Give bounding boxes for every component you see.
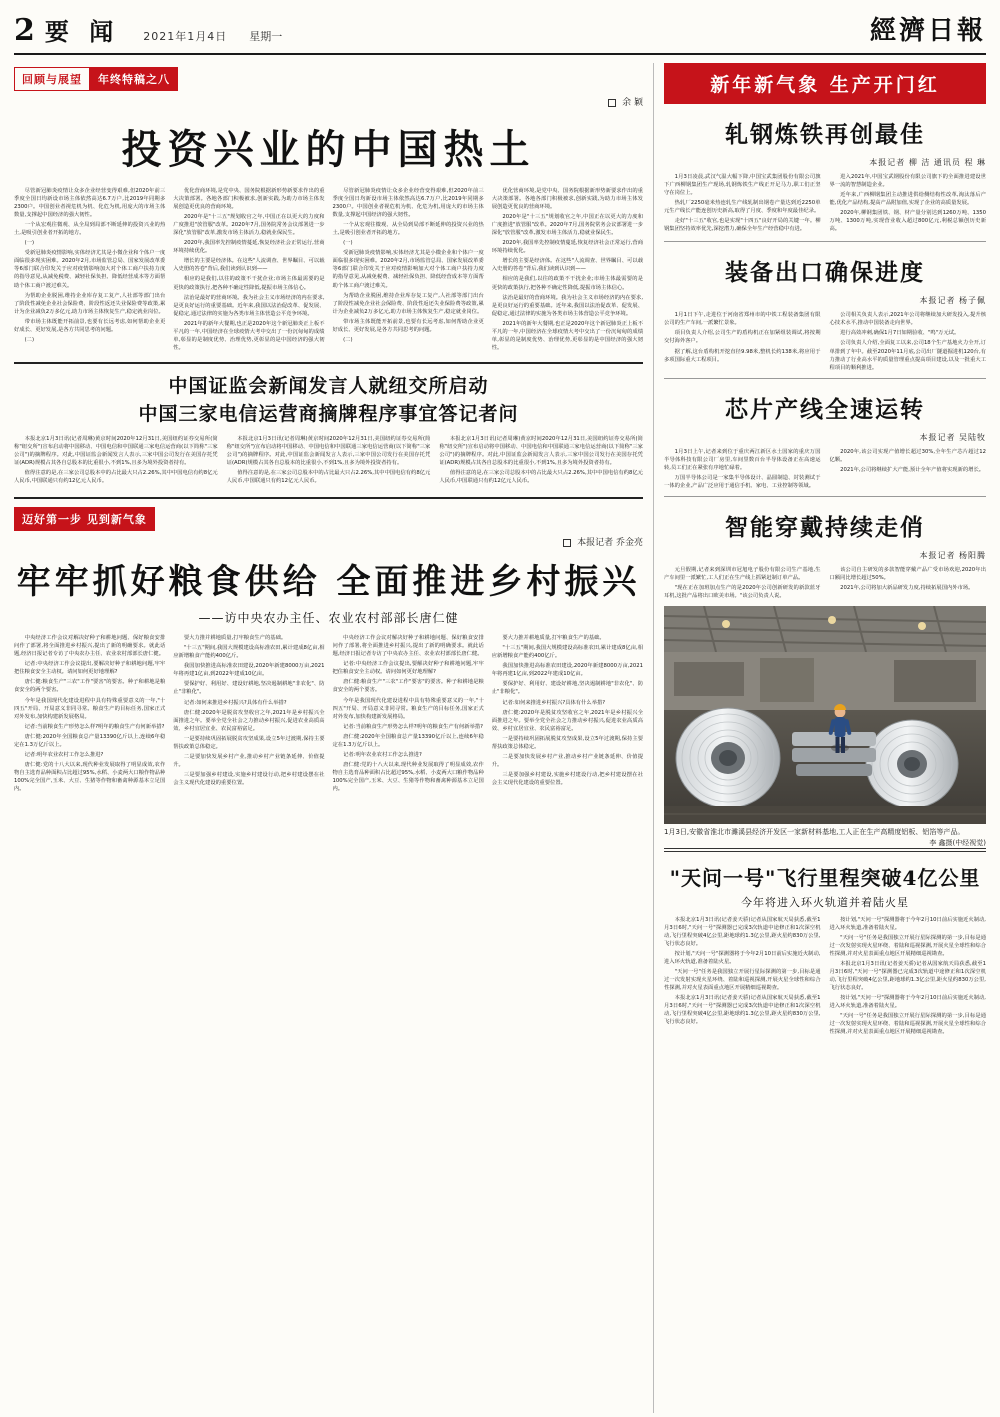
- paragraph: 要大力推并耕地质量,打牢粮食生产的基础。: [502, 635, 605, 642]
- paragraph: 为帮助企业脱困,维持企业库存复工复产,人社部等部门出台了阶段性减免企业社会保险费、阶段性返还失业保险费等政策,累计为企业减负2万多亿元,助力市场主体恢复生产,稳定就业岗位。: [14, 292, 166, 315]
- paragraph: 带市场主体既能开拓前景,也要有长远考虑,如何帮助企业更好成长、更好发展,是各方共同思考的问题。: [14, 318, 166, 333]
- paragraph: 走好"十三五"收官,也是实现"十四五"良好开局的关键一年。柳钢集团坚持效率优先,深挖潜力,确保全年生产经营稳中有进。: [664, 218, 821, 233]
- page-number: 2: [14, 13, 35, 48]
- paragraph: 受新冠肺炎疫情影响,实体经济尤其是小微企业和个体户一度面临很多现实困难。2020年2月,市场监管总局、国家发展改革委等6部门联合印发关于应对疫情影响加大对个体工商户扶持力度的指导意见,从减免税费、减轻社保负担、降低经营成本等方面帮助个体工商户渡过难关。: [14, 250, 166, 289]
- paragraph: "天问一号"任务是我国独立开展行星际探测的第一步,目标是通过一次发射实现火星环绕、着陆和巡视探测,开展火星全球性和综合性探测,并对火星表面重点地区开展精细巡视勘查。: [829, 1013, 986, 1036]
- right-article-headline: 芯片产线全速运转: [725, 395, 925, 423]
- paragraph: "天问一号"任务是我国独立开展行星际探测的第一步,目标是通过一次发射实现火星环绕、着陆和巡视探测,开展火星全球性和综合性探测,并对火星表面重点地区开展精细巡视勘查。: [829, 934, 986, 957]
- bottom-article-body: [664, 916, 986, 1037]
- paragraph: 该公司自主研发的多款智能穿戴产品广受市场欢迎,2020年出口额同比增长超过50%。: [829, 566, 986, 581]
- news-photo: [664, 606, 986, 824]
- paragraph: 公司负责人介绍,全面复工以来,公司18个生产基地火力全开,订单排到了年中。截至2020年11月底,公司出厂隧道掘进机120台,有力推动了行业高水平的质量管理重点提高项目建设,以及一批重大工程项目的顺利推进。: [829, 340, 986, 371]
- paragraph: 1月1日下午,走进位于河南省郑州市的中铁工程装备集团有限公司的生产车间,一派繁忙景象。: [664, 312, 821, 327]
- paragraph: 一个从宏观往微观、从全局到局部不断延伸的投资兴业的热土,是吸引创业者开拓的地方。: [332, 222, 484, 237]
- paragraph: 2020年是"十三五"规划收官之年,中国正在以更大的力度和广度推进"放管服"改革。2020年7月,国务院常务会议部署进一步深化"放管服"改革,激发市场主体活力,稳就业保民生。: [491, 214, 643, 237]
- paragraph: 进入2021年,中国宝武钢股份有限公司旗下的全面推进建设世界一流的智慧制造企业。: [829, 174, 986, 189]
- right-article-body: [664, 448, 986, 490]
- paragraph: 唐仁健:粮食生产"三农"工作"要害"的要害。种子和耕地是粮食安全的两个要害。: [332, 679, 484, 694]
- article3-byline: 本报记者 乔金亮: [14, 535, 643, 548]
- right-article: [664, 509, 986, 600]
- tag-series-number: 年终特稿之八: [90, 67, 178, 91]
- paragraph: 元旦假期,记者来到深圳市冠旭电子股份有限公司生产基地,生产车间里一派繁忙,工人们正在生产线上抓紧赶制订单产品。: [664, 566, 821, 581]
- paragraph: 一是要持续巩固拓展脱贫攻坚成果,设立5年过渡期,保持主要帮扶政策总体稳定。: [173, 735, 325, 750]
- photo-caption: 1月3日,安徽省淮北市濉溪县经济开发区一家新材料基地,工人正在生产高精度铝板、铝箔等产品。 李 鑫摄(中经视觉): [664, 828, 986, 847]
- right-column: [653, 63, 986, 1413]
- paragraph: 本报北京1月3日讯(记者姜天骄)记者从国家航天局获悉,截至1月3日6时,"天问一号"探测器已完成3次轨道中途修正和1次深空机动,飞行里程突破4亿公里,距地球约1.3亿公里,距火星约830万公里,飞行状态良好。: [664, 995, 821, 1026]
- paragraph: 记者:明年农业农村工作怎么推进?: [24, 751, 104, 758]
- paragraph: 按计划,"天问一号"探测器将于今年2月10日前后实施近火制动,进入环火轨道,准备着陆火星。: [829, 995, 986, 1010]
- paragraph: 一个从宏观往微观、从全局到局部不断延伸的投资兴业的热土,是吸引创业者开拓的地方。: [14, 222, 166, 237]
- page-body: [14, 63, 986, 1413]
- right-banner: 新年新气象 生产开门红: [664, 63, 986, 104]
- publication-date: 2021年1月4日: [143, 30, 228, 43]
- divider-right: [664, 848, 986, 852]
- paragraph: 2020年,柳钢集团铁、钢、材产量分别达到1260万吨、1350万吨、1300万吨,实现营业收入超过800亿元,利税总额创历史新高。: [829, 210, 986, 233]
- paragraph: 2021年的新年大餐期,也正是2020年这个新冠肺炎正上板不平凡的一年,中国经济在全球疫情大考中交出了一份沉甸甸的成绩单,彰显的是制度优势、治理优势,更彰显的是中国经济的强大韧性。: [491, 320, 643, 351]
- divider-1: [14, 362, 643, 364]
- paragraph: 进行高效冲刺,确保1月7日如期验收、"鸣"万元试。: [840, 330, 960, 337]
- paragraph: 2020年,该公司实现产值增长超过30%,全年生产芯片超过12亿颗。: [829, 448, 986, 463]
- paragraph: 唐仁健:粮食生产"三农"工作"要害"的要害。种子和耕地是粮食安全的两个要害。: [14, 679, 166, 694]
- bottom-article-subhead: 今年将进入环火轨道并着陆火星: [741, 895, 909, 909]
- section-title: 要 闻: [44, 17, 120, 46]
- paragraph: 热轧厂2250毫米热连轧生产线轧制出钢卷产量达到近2250单元生产线长产能连创历史新高,取得了月度、季度和年度最佳纪录。: [664, 200, 821, 215]
- paragraph: 2020年,我国率先控制疫情蔓延,恢复经济社会正常运行,营商环境持续优化。: [173, 240, 325, 255]
- paragraph: 增长的主要是经济体。在这些"人流调查、世界瞩目、可以载入史册的答卷"背后,我们读到认识到——: [491, 258, 643, 273]
- paragraph: 要大力推并耕地质量,打牢粮食生产的基础。: [183, 635, 287, 642]
- right-article-byline: 本报记者 杨阳腾: [919, 550, 986, 560]
- photo-credit: 李 鑫摄(中经视觉): [929, 838, 986, 847]
- paragraph: 2021年,公司将继续扩大产能,预计全年产值将实现新的增长。: [840, 466, 985, 473]
- paragraph: 公司相关负责人表示,2021年公司将继续加大研发投入,提升核心技术水平,推动中国装备走向世界。: [829, 312, 986, 327]
- paragraph: 为帮助企业脱困,维持企业库存复工复产,人社部等部门出台了阶段性减免企业社会保险费、阶段性返还失业保险费等政策,累计为企业减负2万多亿元,助力市场主体恢复生产,稳定就业岗位。: [332, 292, 484, 315]
- paragraph: 本报北京1月3日讯(记者姜天骄)记者从国家航天局获悉,截至1月3日6时,"天问一号"探测器已完成3次轨道中途修正和1次深空机动,飞行里程突破4亿公里,距地球约1.3亿公里,距火星约830万公里,飞行状态良好。: [664, 916, 821, 947]
- paragraph: 我国加快推进高标准农田建设,2020年新建8000万亩,2021年将再建1亿亩,到2022年建成10亿亩。: [173, 663, 325, 678]
- paragraph: 值得注意的是,在三家公司总股本中的占比最大只占2.26%,其中中国电信有约8亿元人民币,中国联通只有约12亿元人民币。: [226, 470, 431, 485]
- factory-photo-illustration: [664, 606, 986, 824]
- paragraph: 本报北京1月3日讯(记者周琳)黄京时间2020年12月31日,美国纽约证券交易所(简称"纽交所")宣布启动将中国移动、中国电信和中国联通三家电信运营商(以下简称"三家公司")的摘牌程序。对此,中国证监会新闻发言人表示,三家中国公司发行在美国存托凭证(ADR)规模占其各自总股本的比重很小,不到1%,且多为境外投资者持有。: [439, 435, 643, 467]
- paragraph: 要保护好、利用好、建设好耕地,坚决遏制耕地"非农化"、防止"非粮化"。: [173, 681, 325, 696]
- paragraph: 2021年的新年大餐期,也正是2020年这个新冠肺炎正上板不平凡的一年,中国经济在全球疫情大考中交出了一份沉甸甸的成绩单,彰显的是制度优势、治理优势,更彰显的是中国经济的强大韧性。: [173, 320, 325, 351]
- paragraph: 记者:明年农业农村工作怎么推进?: [343, 751, 422, 758]
- paragraph: 我国加快推进高标准农田建设,2020年新建8000万亩,2021年将再建1亿亩,到2022年建成10亿亩。: [491, 663, 643, 678]
- paragraph: 近年来,广西柳钢集团主动推进供给侧结构性改革,淘汰落后产能,优化产品结构,提高产品附加值,实现了企业的高质量发展。: [829, 192, 986, 207]
- paragraph: "天问一号"任务是我国独立开展行星际探测的第一步,目标是通过一次发射实现火星环绕、着陆和巡视探测,开展火星全球性和综合性探测,并对火星表面重点地区开展精细巡视勘查。: [664, 968, 821, 991]
- article-csrc-statement: [14, 372, 643, 487]
- paragraph: 本报北京1月3日讯(记者周琳)黄京时间2020年12月31日,美国纽约证券交易所(简称"纽交所")宣布启动将中国移动、中国电信和中国联通三家电信运营商(以下简称"三家公司")的摘牌程序。对此,中国证监会新闻发言人表示,三家中国公司发行在美国存托凭证(ADR)规模占其各自总股本的比重很小,不到1%,且多为境外投资者持有。: [226, 435, 431, 467]
- paragraph: 今年是我国现代化建设进程中具有特殊重要意义的一年,"十四五"开局、开局意义非同寻常。粮食生产的目标任务,国家正式对外发布,加快构建新发展格局。: [332, 697, 484, 720]
- article2-body: [14, 435, 643, 487]
- right-article-headline: 智能穿戴持续走俏: [725, 513, 925, 541]
- paragraph: 记者:当前粮食生产形势怎么样?明年的粮食生产有何新举措?: [24, 723, 165, 730]
- paragraph: 唐仁健:2020年是脱贫攻坚收官之年,2021年是乡村振兴全面推进之年。要举全党全社会之力推动乡村振兴,促进农业高质高效、乡村宜居宜业、农民富裕富足。: [173, 709, 325, 732]
- paragraph: 按计划,"天问一号"探测器将于今年2月10日前后实施近火制动,进入环火轨道,准备着陆火星。: [829, 916, 986, 931]
- article3-headline: 牢牢抓好粮食供给 全面推进乡村振兴: [16, 562, 641, 603]
- article1-headline: 投资兴业的中国热土: [121, 126, 536, 173]
- right-article-body: [664, 566, 986, 600]
- right-article-list: [664, 116, 986, 600]
- paragraph: 按计划,"天问一号"探测器将于今年2月10日前后实施近火制动,进入环火轨道,准备着陆火星。: [664, 950, 821, 965]
- paragraph: 据了解,这台盾构机开挖直径9.98米,整机长约138米,将应用于多项国际重大工程项目。: [664, 348, 821, 363]
- paper-logo: 經濟日報: [869, 16, 986, 46]
- divider-2: [14, 497, 643, 499]
- right-article-divider: [664, 241, 986, 242]
- paragraph: 2020年是"十三五"规划收官之年,中国正在以更大的力度和广度推进"放管服"改革。2020年7月,国务院常务会议部署进一步深化"放管服"改革,激发市场主体活力,稳就业保民生。: [173, 214, 325, 237]
- publication-weekday: 星期一: [249, 30, 283, 43]
- paragraph: 唐仁健:党的十八大以来,现代种业发展取得了明显成效,农作物自主选育品种面积占比超过95%,水稻、小麦两大口粮作物品种100%完全国产,玉米、大豆、生猪等作物和畜禽种源基本立足国内。: [14, 761, 166, 792]
- paragraph: 法治是最好的营商环境。我为社会主义市场经济的内在要求,是更良好运行的重要基础。近年来,我国以法治促改革、促发展、促稳定,通过法律的实施为各类市场主体营造公平竞争环境。: [491, 294, 643, 317]
- paragraph: 尽管新冠肺炎疫情让众多企业经营变得艰难,但2020年前三季度全国日均新设市场主体依然高达6.7万户,比2019年同期多2300户。中国创业者视危机为机、化危为机,用庞大的市场主体数量,支撑起中国经济的强大韧性。: [14, 188, 166, 219]
- tag-good-start: 迈好第一步 见到新气象: [14, 507, 155, 531]
- right-article-byline: 本报记者 柳 洁 通讯员 程 琳: [869, 158, 986, 167]
- paragraph: 记者:如何来推进乡村振兴?具体有什么举措?: [502, 699, 606, 706]
- paragraph: 相应的是我们,以往的政策不干扰企业;市场主体最需要的是更快的政策执行,把各种不确定性降低,提振市场主体信心。: [491, 276, 643, 291]
- article3-subhead: ——访中央农办主任、农业农村部部长唐仁健: [198, 611, 459, 626]
- paragraph: 唐仁健:2020年全国粮食总产量13390亿斤以上,连续6年稳定在1.3万亿斤以上。: [14, 733, 166, 748]
- paragraph: 唐仁健:2020年是脱贫攻坚收官之年,2021年是乡村振兴全面推进之年。要举全党全社会之力推动乡村振兴,促进农业高质高效、乡村宜居宜业、农民富裕富足。: [491, 709, 643, 732]
- right-article-divider: [664, 378, 986, 379]
- paragraph: 中央经济工作会议对解决好种子和耕地问题、保好粮食安排问作了部署,将全面推进乡村振兴,提出了新的明确要求。就此话题,经济日报记者专访了中央农办主任、农业农村部部长唐仁健。: [14, 635, 166, 658]
- masthead-left: [14, 12, 282, 47]
- right-article-headline: 装备出口确保进度: [725, 259, 925, 287]
- paragraph: (二): [24, 336, 35, 343]
- right-article-headline: 轧钢炼铁再创最佳: [725, 121, 925, 148]
- paragraph: 二是要加快发展乡村产业,推动乡村产业链条延伸、价值提升。: [173, 753, 325, 768]
- paragraph: 本报北京1月3日讯(记者周琳)黄京时间2020年12月31日,美国纽约证券交易所(简称"纽交所")宣布启动将中国移动、中国电信和中国联通三家电信运营商(以下简称"三家公司")的摘牌程序。对此,中国证监会新闻发言人表示,三家中国公司发行在美国存托凭证(ADR)规模占其各自总股本的比重很小,不到1%,且多为境外投资者持有。: [14, 435, 218, 467]
- paragraph: "十三五"期间,我国大规模建设高标准农田,累计建成8亿亩,相应新增粮食产能约400亿斤。: [491, 645, 643, 660]
- bottom-article-headline: "天问一号"飞行里程突破4亿公里: [669, 865, 981, 890]
- paragraph: 二是要加快发展乡村产业,推动乡村产业链条延伸、价值提升。: [491, 753, 643, 768]
- paragraph: 值得注意的是,在三家公司总股本中的占比最大只占2.26%,其中中国电信有约8亿元人民币,中国联通只有约12亿元人民币。: [439, 470, 643, 485]
- paragraph: 万国半导体公司是一家集半导体设计、晶圆制造、封装测试于一体的企业,产品广泛应用于通信手机、家电、工业控制等领域。: [664, 474, 821, 489]
- paragraph: 今年是我国现代化建设进程中具有特殊重要意义的一年,"十四五"开局、开局意义非同寻常。粮食生产的目标任务,国家正式对外发布,加快构建新发展格局。: [14, 697, 166, 720]
- paragraph: 相应的是我们,以往的政策不干扰企业;市场主体最需要的是更快的政策执行,把各种不确定性降低,提振市场主体信心。: [173, 276, 325, 291]
- paragraph: 2020年,我国率先控制疫情蔓延,恢复经济社会正常运行,营商环境持续优化。: [491, 240, 643, 255]
- article2-headline-line2: 中国三家电信运营商摘牌程序事宜答记者问: [138, 403, 519, 426]
- paragraph: 记者:中央经济工作会议提出,要解决好种子和耕地问题,牢牢把住粮食安全主动权。请问如何更好地理解?: [14, 661, 166, 676]
- article1-tags: [14, 67, 643, 91]
- left-column: [14, 63, 643, 1413]
- right-article-byline: 本报记者 杨子佩: [919, 296, 986, 306]
- paragraph: 优化营商环境,是党中央、国务院根据新形势新要求作出的重大决策部署。各地各部门积极被求,创新实践,为助力市场主体发展创造更优良的营商环境。: [491, 188, 643, 211]
- paragraph: 记者:如何来推进乡村振兴?具体有什么举措?: [183, 699, 287, 706]
- paragraph: 要保护好、利用好、建设好耕地,坚决遏制耕地"非农化"、防止"非粮化"。: [491, 681, 643, 696]
- masthead: [14, 10, 986, 55]
- paragraph: (一): [24, 240, 35, 247]
- paragraph: 记者:中央经济工作会议提出,要解决好种子和耕地问题,牢牢把住粮食安全主动权。请问如何更好地理解?: [332, 661, 484, 676]
- article-investment: [14, 67, 643, 352]
- square-bullet-icon: [608, 99, 616, 107]
- paragraph: 优化营商环境,是党中央、国务院根据新形势新要求作出的重大决策部署。各地各部门积极被求,创新实践,为助力市场主体发展创造更优良的营商环境。: [173, 188, 325, 211]
- article1-body: [14, 187, 643, 352]
- paragraph: 三是要加强乡村建设,实施乡村建设行动,把乡村建设摆在社会主义现代化建设的重要位置。: [491, 771, 643, 786]
- paragraph: 本报北京1月3日讯(记者姜天骄)记者从国家航天局获悉,截至1月3日6时,"天问一号"探测器已完成3次轨道中途修正和1次深空机动,飞行里程突破4亿公里,距地球约1.3亿公里,距火星约830万公里,飞行状态良好。: [829, 960, 986, 991]
- right-article-byline: 本报记者 吴陆牧: [919, 432, 986, 442]
- paragraph: 1月3日上午,记者来到位于重庆两江新区水土国家的重庆万国半导体科技有限公司厂房里,车间里数百台半导体设备正在高速运转,员工们正在紧张有序地忙碌着。: [664, 448, 821, 471]
- paragraph: 中央经济工作会议对解决好种子和耕地问题、保好粮食安排问作了部署,将全面推进乡村振兴,提出了新的明确要求。就此话题,经济日报记者专访了中央农办主任、农业农村部部长唐仁健。: [332, 635, 484, 658]
- paragraph: 1月3日凌晨,武汉气温大幅下降,中国宝武集团股份有限公司旗下广西柳钢集团生产现场,轧钢炼铁生产线正开足马力,职工们正坚守在岗位上。: [664, 174, 821, 197]
- right-article: [664, 116, 986, 242]
- article3-tags: [14, 507, 643, 531]
- paragraph: "十三五"期间,我国大规模建设高标准农田,累计建成8亿亩,相应新增粮食产能约400亿斤。: [173, 645, 325, 660]
- paragraph: 增长的主要是经济体。在这些"人流调查、世界瞩目、可以载入史册的答卷"背后,我们读到认识到——: [173, 258, 325, 273]
- paragraph: "现在正在加班加点生产的是2020年公司创新研发的新款蓝牙耳机,这批产品将出口欧美市场。"该公司负责人说。: [664, 584, 821, 600]
- paragraph: (一): [343, 240, 353, 247]
- paragraph: 尽管新冠肺炎疫情让众多企业经营变得艰难,但2020年前三季度全国日均新设市场主体依然高达6.7万户,比2019年同期多2300户。中国创业者视危机为机、化危为机,用庞大的市场主体数量,支撑起中国经济的强大韧性。: [332, 188, 484, 219]
- paragraph: 2021年,公司将加大新品研发力度,持续拓展国内外市场。: [840, 584, 974, 591]
- paragraph: 法治是最好的营商环境。我为社会主义市场经济的内在要求,是更良好运行的重要基础。近年来,我国以法治促改革、促发展、促稳定,通过法律的实施为各类市场主体营造公平竞争环境。: [173, 294, 325, 317]
- right-article-divider: [664, 496, 986, 497]
- article-rural-revitalization: [14, 507, 643, 793]
- right-article-body: [664, 311, 986, 371]
- paragraph: 唐仁健:2020年全国粮食总产量13390亿斤以上,连续6年稳定在1.3万亿斤以上。: [332, 733, 484, 748]
- paragraph: (二): [343, 336, 353, 343]
- article3-body: [14, 634, 643, 793]
- right-article: [664, 391, 986, 497]
- paragraph: 值得注意的是,在三家公司总股本中的占比最大只占2.26%,其中中国电信有约8亿元人民币,中国联通只有约12亿元人民币。: [14, 470, 218, 485]
- right-article-body: [664, 173, 986, 235]
- tag-review-outlook: 回顾与展望: [14, 67, 90, 91]
- article2-headline-line1: 中国证监会新闻发言人就纽交所启动: [168, 374, 489, 397]
- article1-byline: 余 颖: [14, 95, 643, 108]
- paragraph: 一是要持续巩固拓展脱贫攻坚成果,设立5年过渡期,保持主要帮扶政策总体稳定。: [491, 735, 643, 750]
- paragraph: 记者:当前粮食生产形势怎么样?明年的粮食生产有何新举措?: [343, 723, 483, 730]
- paragraph: 项目负责人介绍,公司生产的盾构机正在加紧组装调试,将按期交付海外客户。: [664, 330, 821, 345]
- right-article: [664, 254, 986, 378]
- paragraph: 三是要加强乡村建设,实施乡村建设行动,把乡村建设摆在社会主义现代化建设的重要位置。: [173, 771, 325, 786]
- paragraph: 带市场主体既能开拓前景,也要有长远考虑,如何帮助企业更好成长、更好发展,是各方共同思考的问题。: [332, 318, 484, 333]
- paragraph: 唐仁健:党的十八大以来,现代种业发展取得了明显成效,农作物自主选育品种面积占比超过95%,水稻、小麦两大口粮作物品种100%完全国产,玉米、大豆、生猪等作物和畜禽种源基本立足国内。: [332, 761, 484, 792]
- paragraph: 受新冠肺炎疫情影响,实体经济尤其是小微企业和个体户一度面临很多现实困难。2020年2月,市场监管总局、国家发展改革委等6部门联合印发关于应对疫情影响加大对个体工商户扶持力度的指导意见,从减免税费、减轻社保负担、降低经营成本等方面帮助个体工商户渡过难关。: [332, 250, 484, 289]
- square-bullet-icon-2: [563, 539, 571, 547]
